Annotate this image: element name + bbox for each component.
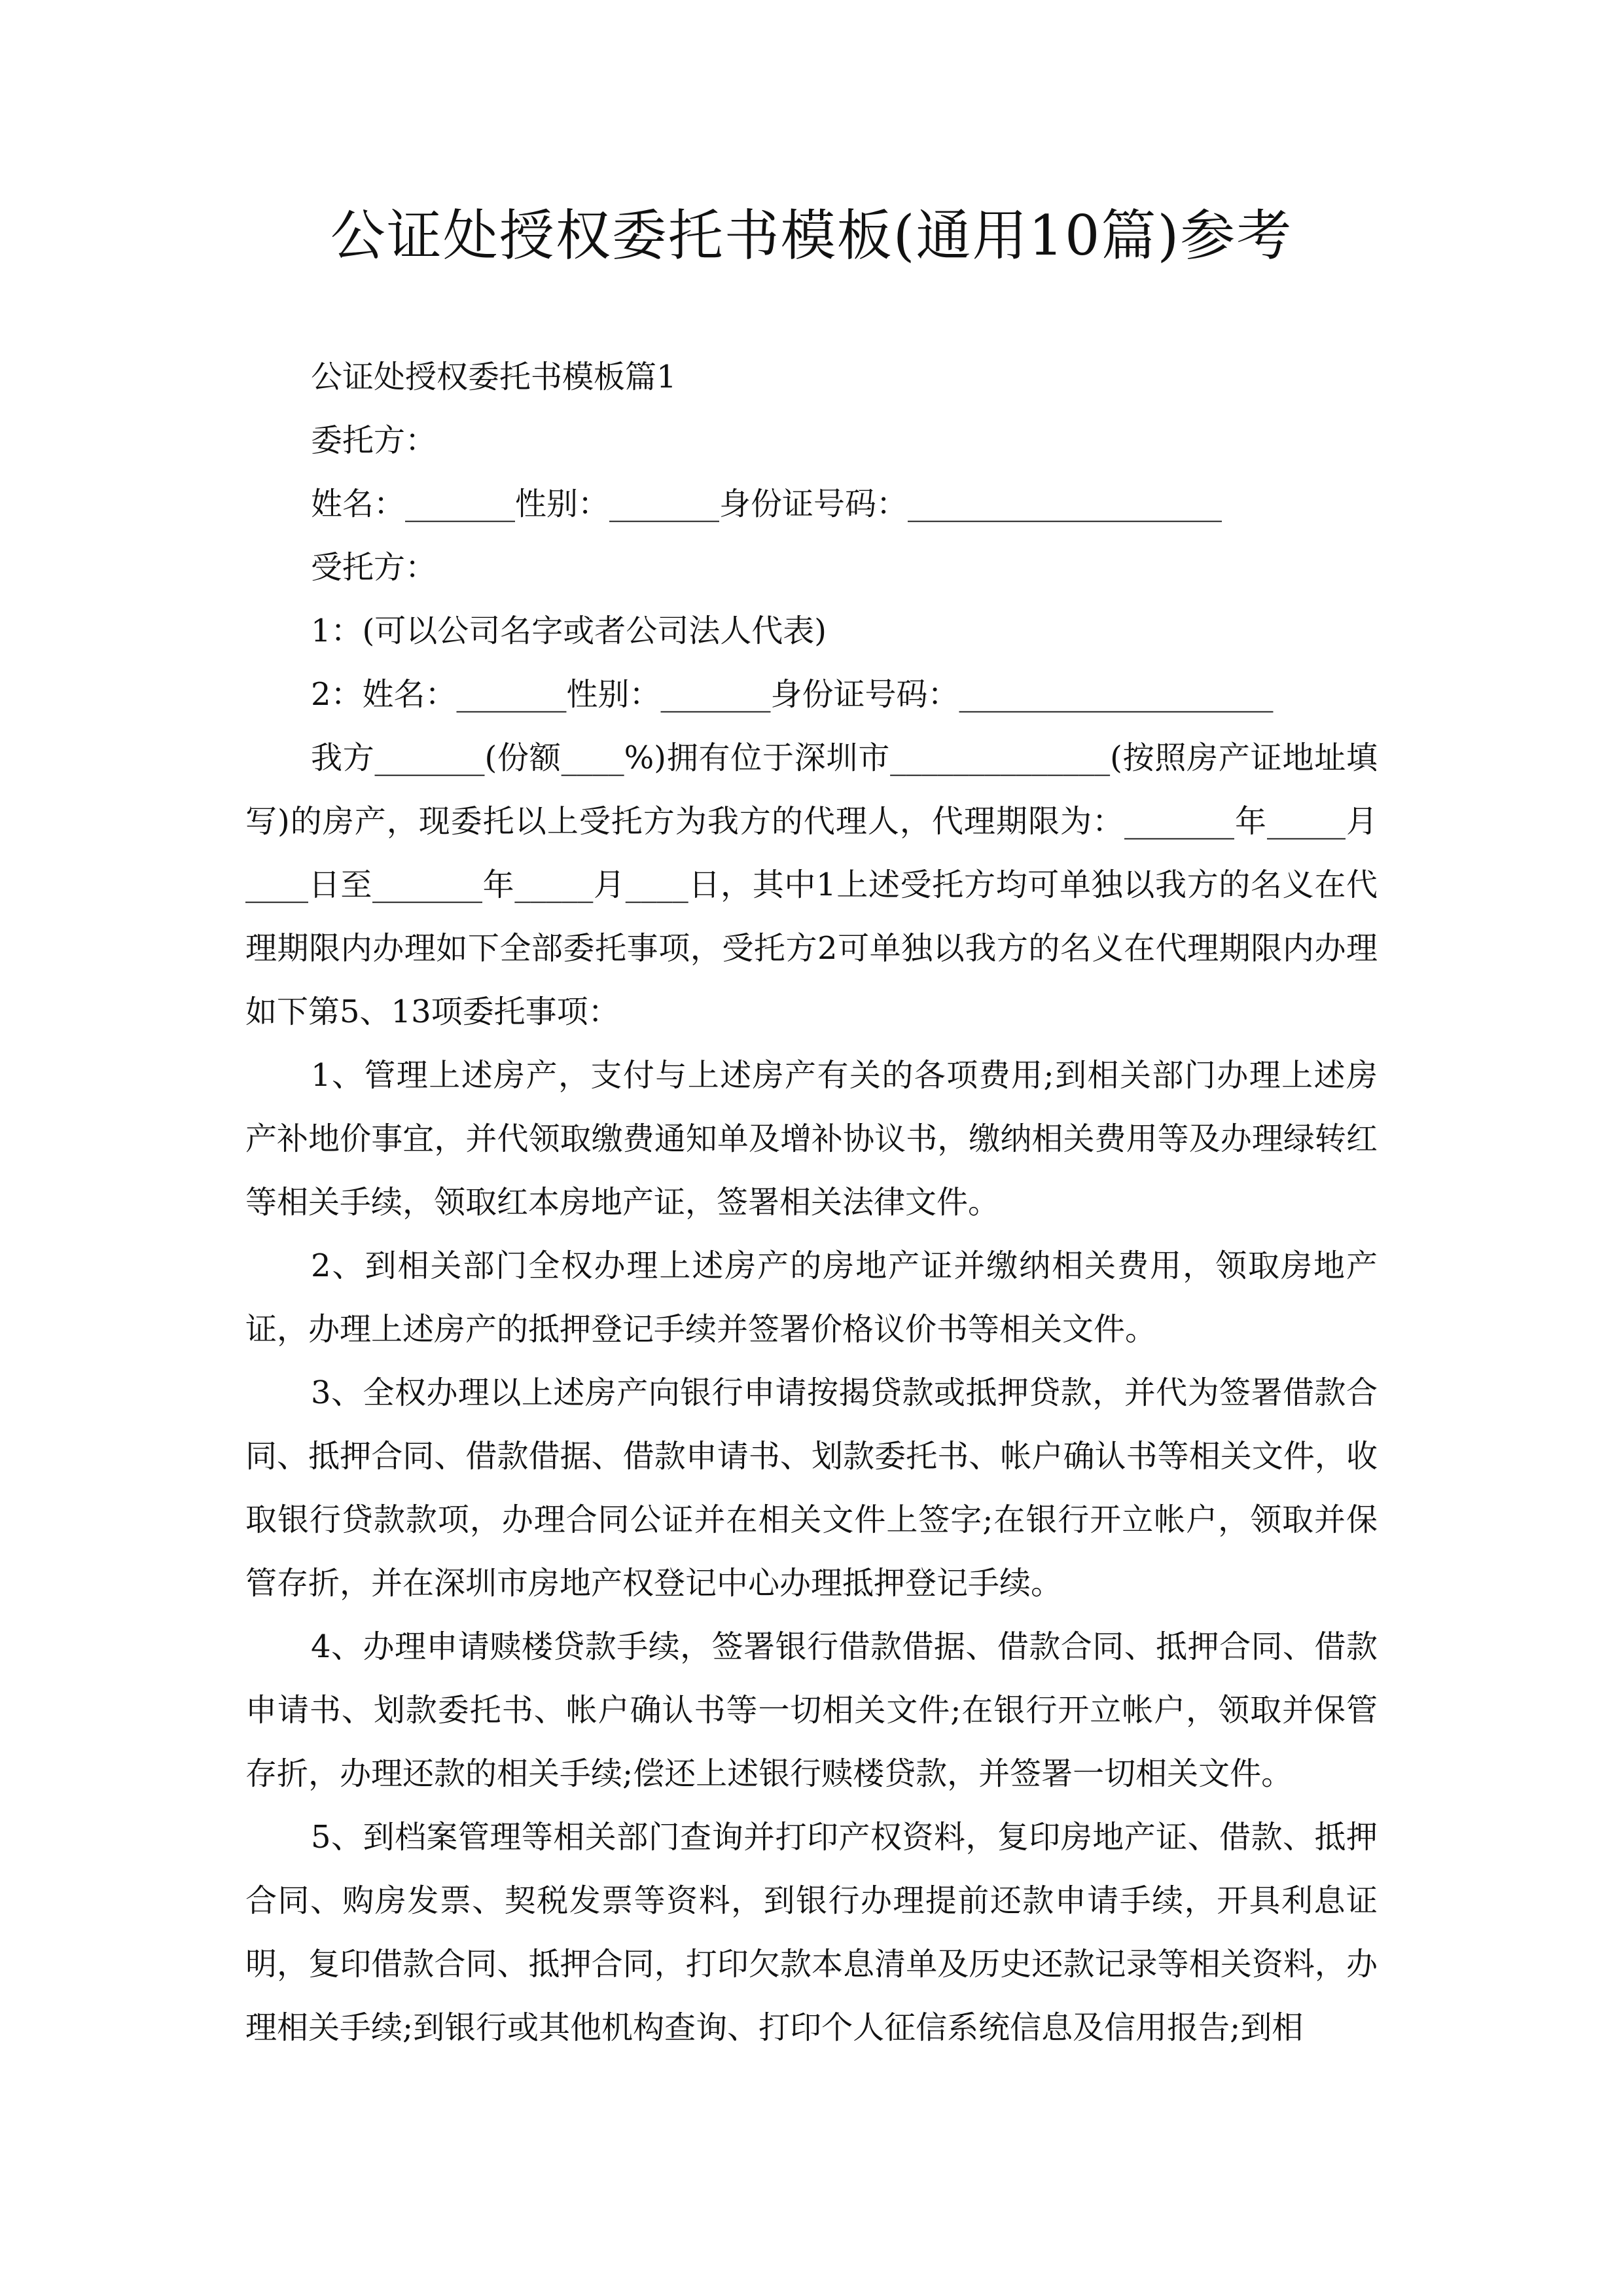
clause-4-paragraph: 4、办理申请赎楼贷款手续，签署银行借款借据、借款合同、抵押合同、借款申请书、划款委托书、帐户确认书等一切相关文件;在银行开立帐户，领取并保管存折，办理还款的相关手续;偿还上述银行赎楼贷款，并签署一切相关文件。 <box>245 1628 1378 1792</box>
agent-1-line: 1：(可以公司名字或者公司法人代表) <box>311 613 827 649</box>
document-body <box>245 346 1378 2060</box>
principal-label: 委托方： <box>311 422 437 459</box>
agent-label: 受托方： <box>311 549 437 586</box>
agent-2-info-line: 2：姓名：_______性别：_______身份证号码：____________________ <box>311 676 1274 713</box>
intro-paragraph: 我方_______(份额____%)拥有位于深圳市______________(按照房产证地址填写)的房产，现委托以上受托方为我方的代理人，代理期限为：_______年_____月____日至_______年_____月____日，其中1上述受托方均可单独以我方的名义在代理期限内办理如下全部委托事项，受托方2可单独以我方的名义在代理期限内办理如下第5、13项委托事项： <box>245 740 1378 1030</box>
clause-2-paragraph: 2、到相关部门全权办理上述房产的房地产证并缴纳相关费用，领取房地产证，办理上述房产的抵押登记手续并签署价格议价书等相关文件。 <box>245 1247 1378 1348</box>
clause-1-paragraph: 1、管理上述房产，支付与上述房产有关的各项费用;到相关部门办理上述房产补地价事宜，并代领取缴费通知单及增补协议书，缴纳相关费用等及办理绿转红等相关手续，领取红本房地产证，签署相关法律文件。 <box>245 1057 1378 1221</box>
section-heading: 公证处授权委托书模板篇1 <box>311 359 677 395</box>
clause-3-paragraph: 3、全权办理以上述房产向银行申请按揭贷款或抵押贷款，并代为签署借款合同、抵押合同、借款借据、借款申请书、划款委托书、帐户确认书等相关文件，收取银行贷款款项，办理合同公证并在相关文件上签字;在银行开立帐户，领取并保管存折，并在深圳市房地产权登记中心办理抵押登记手续。 <box>245 1374 1378 1602</box>
principal-info-line: 姓名：_______性别：_______身份证号码：____________________ <box>311 486 1222 522</box>
document-title: 公证处授权委托书模板(通用10篇)参考 <box>330 204 1293 268</box>
clause-5-paragraph: 5、到档案管理等相关部门查询并打印产权资料，复印房地产证、借款、抵押合同、购房发票、契税发票等资料，到银行办理提前还款申请手续，开具利息证明，复印借款合同、抵押合同，打印欠款本息清单及历史还款记录等相关资料，办理相关手续;到银行或其他机构查询、打印个人征信系统信息及信用报告;到相 <box>245 1819 1378 2046</box>
